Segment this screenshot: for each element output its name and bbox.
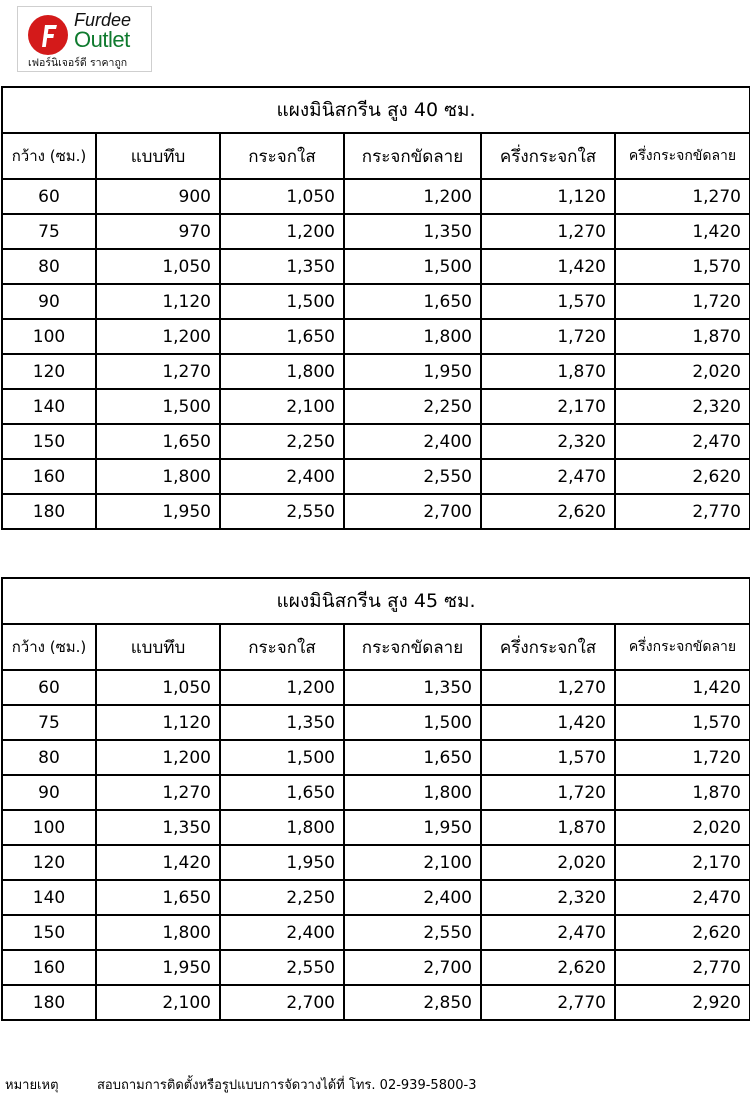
price-cell: 2,700: [344, 494, 481, 529]
table-row: [2, 389, 750, 424]
width-cell: 140: [2, 389, 96, 424]
price-cell: 1,500: [220, 284, 344, 319]
price-cell: 2,320: [615, 389, 750, 424]
price-cell: 2,850: [344, 985, 481, 1020]
price-cell: 1,950: [96, 494, 220, 529]
column-header-solid: แบบทึบ: [96, 624, 220, 670]
price-cell: 1,350: [344, 670, 481, 705]
price-cell: 1,120: [481, 179, 615, 214]
price-cell: 2,400: [344, 424, 481, 459]
price-cell: 2,320: [481, 424, 615, 459]
price-cell: 2,470: [481, 459, 615, 494]
column-header-half-frosted-glass: ครึ่งกระจกขัดลาย: [615, 133, 750, 179]
price-cell: 1,420: [481, 249, 615, 284]
table-row: [2, 284, 750, 319]
price-cell: 1,270: [96, 354, 220, 389]
price-cell: 2,550: [344, 459, 481, 494]
width-cell: 180: [2, 985, 96, 1020]
price-cell: 2,770: [615, 950, 750, 985]
price-cell: 1,270: [481, 214, 615, 249]
width-cell: 120: [2, 845, 96, 880]
price-table-45cm: [1, 577, 750, 1021]
price-cell: 1,420: [615, 670, 750, 705]
price-cell: 2,020: [615, 354, 750, 389]
column-header-width: กว้าง (ซม.): [2, 624, 96, 670]
price-cell: 1,050: [96, 249, 220, 284]
price-cell: 1,120: [96, 284, 220, 319]
width-cell: 60: [2, 179, 96, 214]
price-cell: 2,250: [220, 424, 344, 459]
price-cell: 1,950: [220, 845, 344, 880]
price-cell: 2,100: [220, 389, 344, 424]
note-text: สอบถามการติดตั้งหรือรูปแบบการจัดวางได้ที่ โทร. 02-939-5800-3: [97, 1078, 477, 1093]
price-cell: 1,870: [615, 775, 750, 810]
table-row: [2, 214, 750, 249]
column-header-solid: แบบทึบ: [96, 133, 220, 179]
column-header-clear-glass: กระจกใส: [220, 624, 344, 670]
price-cell: 1,950: [344, 354, 481, 389]
note-label: หมายเหตุ: [5, 1078, 59, 1093]
price-cell: 2,770: [615, 494, 750, 529]
width-cell: 150: [2, 424, 96, 459]
width-cell: 90: [2, 284, 96, 319]
price-cell: 1,500: [344, 249, 481, 284]
logo-brand-top: Furdee: [74, 10, 132, 30]
price-cell: 2,620: [481, 950, 615, 985]
price-cell: 2,470: [615, 880, 750, 915]
width-cell: 60: [2, 670, 96, 705]
price-cell: 1,350: [220, 705, 344, 740]
price-cell: 1,350: [220, 249, 344, 284]
table-row: [2, 845, 750, 880]
price-cell: 1,720: [481, 319, 615, 354]
price-cell: 2,700: [344, 950, 481, 985]
width-cell: 160: [2, 459, 96, 494]
width-cell: 75: [2, 705, 96, 740]
price-cell: 1,870: [615, 319, 750, 354]
price-cell: 2,470: [615, 424, 750, 459]
furdee-logo: [17, 6, 152, 72]
price-cell: 1,650: [220, 319, 344, 354]
table-row: [2, 880, 750, 915]
price-cell: 1,650: [96, 424, 220, 459]
price-cell: 1,800: [96, 459, 220, 494]
table-row: [2, 424, 750, 459]
table-row: [2, 494, 750, 529]
price-cell: 1,270: [96, 775, 220, 810]
price-cell: 1,500: [96, 389, 220, 424]
width-cell: 80: [2, 249, 96, 284]
price-cell: 1,500: [220, 740, 344, 775]
table-title: แผงมินิสกรีน สูง 45 ซม.: [2, 578, 750, 624]
price-cell: 2,020: [481, 845, 615, 880]
table-row: [2, 915, 750, 950]
price-cell: 1,870: [481, 810, 615, 845]
price-cell: 2,100: [344, 845, 481, 880]
price-cell: 1,650: [220, 775, 344, 810]
width-cell: 120: [2, 354, 96, 389]
table-row: [2, 950, 750, 985]
price-cell: 1,800: [220, 810, 344, 845]
price-cell: 1,870: [481, 354, 615, 389]
price-cell: 2,620: [615, 459, 750, 494]
column-header-half-clear-glass: ครึ่งกระจกใส: [481, 624, 615, 670]
price-cell: 2,170: [481, 389, 615, 424]
furdee-f-logo-icon: [26, 13, 70, 57]
price-cell: 1,720: [615, 284, 750, 319]
price-cell: 1,800: [344, 775, 481, 810]
price-cell: 1,500: [344, 705, 481, 740]
price-cell: 1,720: [481, 775, 615, 810]
price-cell: 1,200: [96, 740, 220, 775]
table-title: แผงมินิสกรีน สูง 40 ซม.: [2, 87, 750, 133]
price-cell: 1,350: [344, 214, 481, 249]
price-cell: 1,120: [96, 705, 220, 740]
table-row: [2, 459, 750, 494]
logo-brand-bottom: Outlet: [74, 27, 130, 52]
price-cell: 1,650: [344, 284, 481, 319]
price-cell: 1,570: [481, 740, 615, 775]
price-cell: 2,400: [220, 459, 344, 494]
price-cell: 2,550: [220, 494, 344, 529]
price-cell: 1,050: [220, 179, 344, 214]
column-header-frosted-glass: กระจกขัดลาย: [344, 133, 481, 179]
price-cell: 1,720: [615, 740, 750, 775]
price-cell: 2,250: [344, 389, 481, 424]
table-row: [2, 705, 750, 740]
price-cell: 1,350: [96, 810, 220, 845]
price-cell: 2,250: [220, 880, 344, 915]
price-cell: 1,270: [615, 179, 750, 214]
price-cell: 2,400: [344, 880, 481, 915]
column-header-half-clear-glass: ครึ่งกระจกใส: [481, 133, 615, 179]
column-header-width: กว้าง (ซม.): [2, 133, 96, 179]
price-cell: 1,050: [96, 670, 220, 705]
price-cell: 1,200: [220, 670, 344, 705]
column-header-half-frosted-glass: ครึ่งกระจกขัดลาย: [615, 624, 750, 670]
table-row: [2, 810, 750, 845]
price-cell: 1,950: [344, 810, 481, 845]
price-cell: 2,920: [615, 985, 750, 1020]
width-cell: 100: [2, 319, 96, 354]
price-cell: 2,700: [220, 985, 344, 1020]
price-cell: 2,100: [96, 985, 220, 1020]
price-cell: 2,770: [481, 985, 615, 1020]
logo-tagline: เฟอร์นิเจอร์ดี ราคาถูก: [28, 57, 128, 69]
width-cell: 150: [2, 915, 96, 950]
table-row: [2, 740, 750, 775]
price-cell: 1,570: [615, 705, 750, 740]
column-header-frosted-glass: กระจกขัดลาย: [344, 624, 481, 670]
table-row: [2, 249, 750, 284]
price-cell: 1,270: [481, 670, 615, 705]
width-cell: 90: [2, 775, 96, 810]
price-cell: 2,550: [344, 915, 481, 950]
price-cell: 2,320: [481, 880, 615, 915]
price-table-40cm: [1, 86, 750, 530]
price-cell: 2,400: [220, 915, 344, 950]
width-cell: 80: [2, 740, 96, 775]
price-cell: 1,950: [96, 950, 220, 985]
price-cell: 1,200: [96, 319, 220, 354]
table-row: [2, 319, 750, 354]
table-row: [2, 670, 750, 705]
width-cell: 75: [2, 214, 96, 249]
table-row: [2, 775, 750, 810]
width-cell: 140: [2, 880, 96, 915]
price-cell: 1,650: [96, 880, 220, 915]
price-cell: 2,020: [615, 810, 750, 845]
price-cell: 1,800: [220, 354, 344, 389]
table-row: [2, 985, 750, 1020]
price-cell: 1,650: [344, 740, 481, 775]
price-cell: 1,570: [481, 284, 615, 319]
price-cell: 1,420: [481, 705, 615, 740]
price-cell: 1,420: [96, 845, 220, 880]
price-cell: 1,200: [344, 179, 481, 214]
table-row: [2, 179, 750, 214]
width-cell: 160: [2, 950, 96, 985]
price-cell: 1,800: [96, 915, 220, 950]
width-cell: 180: [2, 494, 96, 529]
price-cell: 970: [96, 214, 220, 249]
price-cell: 2,550: [220, 950, 344, 985]
price-cell: 900: [96, 179, 220, 214]
price-cell: 2,620: [481, 494, 615, 529]
price-cell: 2,470: [481, 915, 615, 950]
price-cell: 2,620: [615, 915, 750, 950]
price-cell: 1,800: [344, 319, 481, 354]
price-cell: 2,170: [615, 845, 750, 880]
table-row: [2, 354, 750, 389]
width-cell: 100: [2, 810, 96, 845]
footer-note: [5, 1074, 476, 1095]
column-header-clear-glass: กระจกใส: [220, 133, 344, 179]
price-cell: 1,200: [220, 214, 344, 249]
price-cell: 1,570: [615, 249, 750, 284]
price-cell: 1,420: [615, 214, 750, 249]
